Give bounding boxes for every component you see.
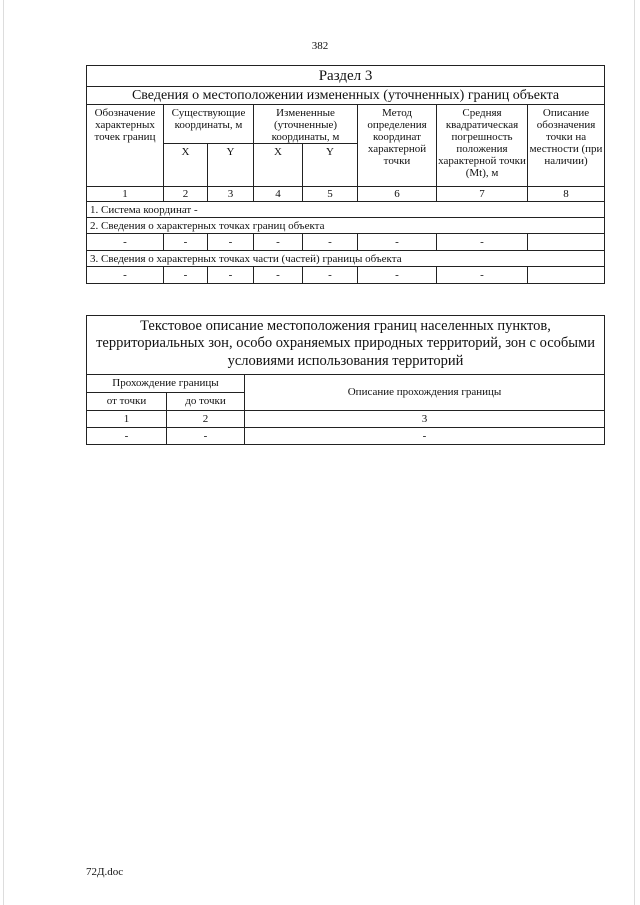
boundary-points-heading: 2. Сведения о характерных точках границ объекта bbox=[87, 218, 605, 234]
header-description: Описание обозначения точки на местности (при наличии) bbox=[528, 105, 605, 187]
table-cell: - bbox=[303, 267, 358, 284]
table-cell: - bbox=[254, 267, 303, 284]
section-3-table bbox=[86, 65, 605, 284]
page-number: 382 bbox=[311, 40, 329, 52]
text-description-title: Текстовое описание местоположения границ населенных пунктов, территориальных зон, особо охраняемых природных территорий, зон с особыми условиями использования территорий bbox=[87, 316, 605, 375]
column-number: 1 bbox=[87, 187, 164, 202]
column-number: 2 bbox=[167, 411, 245, 428]
column-number: 3 bbox=[208, 187, 254, 202]
table-cell: - bbox=[87, 234, 164, 251]
coordinate-system-row: 1. Система координат - bbox=[87, 202, 605, 218]
column-number: 2 bbox=[164, 187, 208, 202]
table-cell: - bbox=[164, 234, 208, 251]
header-accuracy: Средняя квадратическая погрешность положения характерной точки (Mt), м bbox=[437, 105, 528, 187]
header-x-existing: X bbox=[164, 144, 208, 187]
table-cell bbox=[528, 234, 605, 251]
table-cell bbox=[528, 267, 605, 284]
table-cell: - bbox=[303, 234, 358, 251]
table-cell: - bbox=[167, 428, 245, 445]
header-boundary-passage: Прохождение границы bbox=[87, 375, 245, 393]
header-existing-coordinates: Существующие координаты, м bbox=[164, 105, 254, 144]
table-cell: - bbox=[358, 267, 437, 284]
table-cell: - bbox=[358, 234, 437, 251]
part-boundary-points-heading: 3. Сведения о характерных точках части (частей) границы объекта bbox=[87, 251, 605, 267]
table-cell: - bbox=[208, 234, 254, 251]
header-to-point: до точки bbox=[167, 393, 245, 411]
table-cell: - bbox=[87, 267, 164, 284]
column-number: 1 bbox=[87, 411, 167, 428]
header-y-existing: Y bbox=[208, 144, 254, 187]
left-scan-edge bbox=[3, 0, 4, 905]
header-y-changed: Y bbox=[303, 144, 358, 187]
right-scan-edge bbox=[634, 0, 635, 905]
table-cell: - bbox=[87, 428, 167, 445]
column-number: 6 bbox=[358, 187, 437, 202]
column-number: 5 bbox=[303, 187, 358, 202]
document-filename: 72Д.doc bbox=[86, 866, 124, 878]
table-cell: - bbox=[437, 234, 528, 251]
text-description-table bbox=[86, 315, 605, 445]
header-method: Метод определения координат характерной точки bbox=[358, 105, 437, 187]
table-cell: - bbox=[254, 234, 303, 251]
section-title: Раздел 3 bbox=[87, 66, 605, 87]
table-cell: - bbox=[164, 267, 208, 284]
column-number: 3 bbox=[245, 411, 605, 428]
table-cell: - bbox=[437, 267, 528, 284]
header-point-designation: Обозначение характерных точек границ bbox=[87, 105, 164, 187]
section-subtitle: Сведения о местоположении измененных (уточненных) границ объекта bbox=[87, 87, 605, 105]
column-number: 8 bbox=[528, 187, 605, 202]
column-number: 4 bbox=[254, 187, 303, 202]
header-from-point: от точки bbox=[87, 393, 167, 411]
column-number: 7 bbox=[437, 187, 528, 202]
header-x-changed: X bbox=[254, 144, 303, 187]
header-changed-coordinates: Измененные (уточненные) координаты, м bbox=[254, 105, 358, 144]
table-cell: - bbox=[208, 267, 254, 284]
table-cell: - bbox=[245, 428, 605, 445]
header-passage-description: Описание прохождения границы bbox=[245, 375, 605, 411]
